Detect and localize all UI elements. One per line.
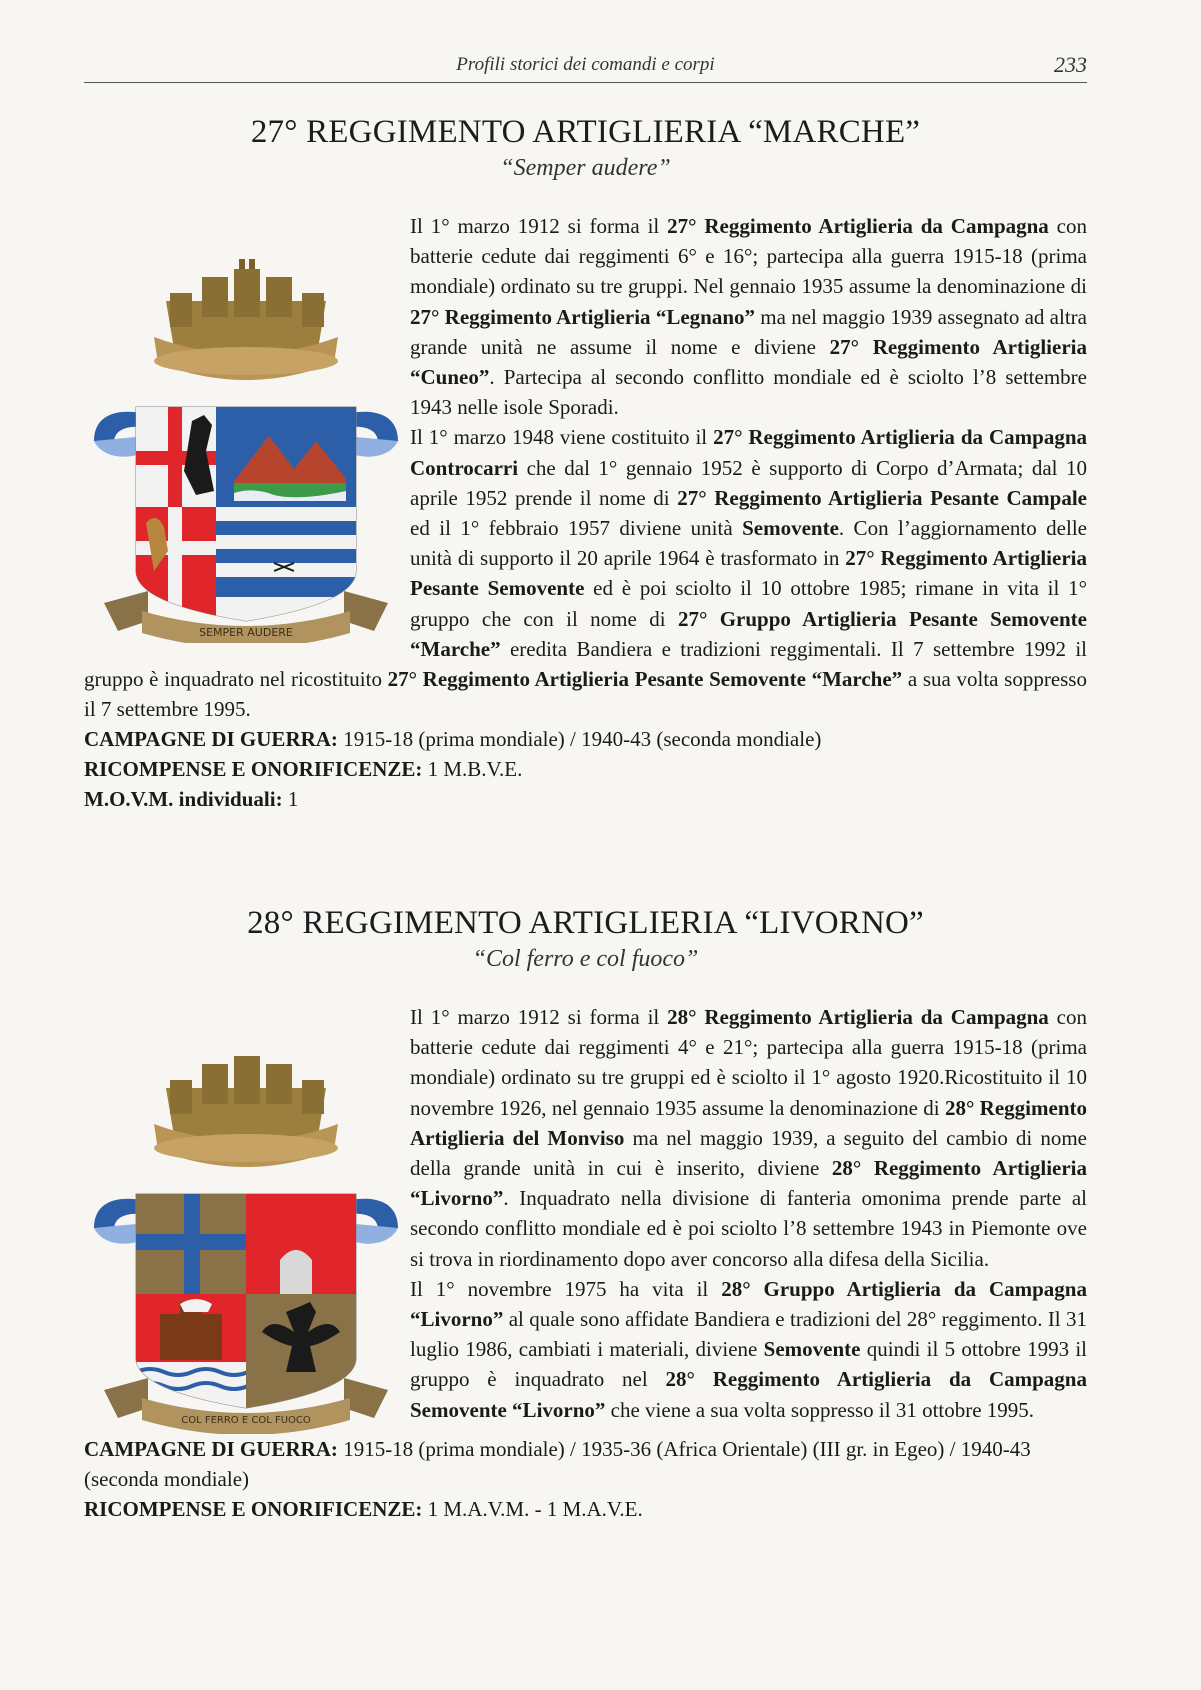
section-title: 28° REGGIMENTO ARTIGLIERIA “LIVORNO”: [247, 905, 924, 941]
bold-run: 27° Reggimento Artiglieria Pesante Campale: [677, 485, 1087, 510]
section-motto: “Semper audere”: [500, 155, 671, 181]
bold-run: 27° Reggimento Artiglieria “Cuneo”: [410, 334, 1087, 390]
text-run: . Con l’aggiornamento delle unità di supporto il 20 aprile 1964 è trasformato in: [410, 516, 1087, 571]
running-title: Profili storici dei comandi e corpi: [456, 54, 715, 75]
text-run: Il 1° novembre 1975 ha vita il: [410, 1276, 722, 1301]
bold-run: Semovente: [763, 1337, 861, 1362]
bold-run: 27° Reggimento Artiglieria Pesante Semovente: [410, 546, 1087, 601]
crest-marche-icon: [84, 211, 408, 643]
bold-run: 27° Reggimento Artiglieria da Campagna: [667, 214, 1049, 238]
crest-livorno-icon: [84, 1002, 408, 1434]
text-run: eredita Bandiera e tradizioni reggimentali. Il 7 settembre 1992 il gruppo è inquadrato nel ricostituito: [84, 636, 1087, 692]
meta-movm: M.O.V.M. individuali: 1: [84, 787, 299, 812]
section-title: 27° REGGIMENTO ARTIGLIERIA “MARCHE”: [250, 114, 921, 150]
bold-run: 28° Reggimento Artiglieria da Campagna Semovente “Livorno”: [410, 1367, 1087, 1422]
text-run: ma nel maggio 1939, a seguito del cambio di nome della grande unità in cui è inserito, diviene: [410, 1125, 1087, 1181]
section-body: [84, 211, 1087, 724]
text-run: al quale sono affidate Bandiera e tradizioni del 28° reggimento. Il 31 luglio 1986, cambiati i materiali, diviene: [410, 1307, 1087, 1362]
meta-awards: RICOMPENSE E ONORIFICENZE: 1 M.A.V.M. - 1 M.A.V.E.: [84, 1497, 643, 1521]
text-run: con batterie cedute dai reggimenti 4° e 21°; partecipa alla guerra 1915-18 (prima mondiale) ordinato su tre gruppi ed è sciolto il 1° agosto 1920.Ricostituito il 10 novembre 1926, nel gennaio 1935 assume la denominazione di: [410, 1005, 1088, 1120]
svg-text:COL FERRO E COL FUOCO: COL FERRO E COL FUOCO: [181, 1415, 311, 1426]
svg-text:SEMPER AUDERE: SEMPER AUDERE: [199, 626, 293, 639]
bold-run: 28° Reggimento Artiglieria del Monviso: [410, 1095, 1087, 1150]
text-run: . Inquadrato nella divisione di fanteria omonima prende parte al secondo conflitto mondiale ed è poi sciolto l’8 settembre 1943 in Piemonte ove si trova in riordinamento dopo aver concorso alla difesa della Sicilia.: [410, 1186, 1087, 1271]
meta-campaigns: CAMPAGNE DI GUERRA: 1915-18 (prima mondiale) / 1940-43 (seconda mondiale): [84, 727, 822, 752]
text-run: Il 1° marzo 1912 si forma il: [410, 1005, 668, 1029]
text-run: che dal 1° gennaio 1952 è supporto di Corpo d’Armata; dal 10 aprile 1952 prende il nome di: [410, 455, 1087, 510]
text-run: con batterie cedute dai reggimenti 6° e 16°; partecipa alla guerra 1915-18 (prima mondiale) ordinato su tre gruppi. Nel gennaio 1935 assume la denominazione di: [410, 214, 1088, 299]
section-27-marche: [84, 112, 1087, 814]
bold-run: 27° Gruppo Artiglieria Pesante Semovente “Marche”: [410, 606, 1087, 661]
text-run: che viene a sua volta soppresso il 31 ottobre 1995.: [605, 1397, 1035, 1422]
page-number: 233: [1054, 52, 1087, 77]
section-motto: “Col ferro e col fuoco”: [472, 946, 699, 972]
text-run: ma nel maggio 1939 assegnato ad altra grande unità ne assume il nome e diviene: [410, 304, 1087, 359]
bold-run: 28° Reggimento Artiglieria “Livorno”: [410, 1156, 1088, 1211]
text-run: ed è poi sciolto il 10 ottobre 1985; rimane in vita il 1° gruppo che con il nome di: [410, 576, 1087, 631]
section-body: [84, 1002, 1087, 1425]
text-run: Il 1° marzo 1948 viene costituito il: [410, 425, 714, 450]
section-28-livorno: [84, 903, 1087, 1524]
text-run: ed il 1° febbraio 1957 diviene unità: [410, 516, 743, 541]
bold-run: 28° Gruppo Artiglieria da Campagna “Livorno”: [410, 1276, 1087, 1332]
coat-of-arms-livorno: [84, 1002, 408, 1434]
bold-run: Semovente: [742, 516, 839, 541]
section-meta: [84, 1434, 1087, 1524]
meta-awards: RICOMPENSE E ONORIFICENZE: 1 M.B.V.E.: [84, 757, 523, 782]
text-run: Il 1° marzo 1912 si forma il: [410, 214, 668, 238]
text-run: a sua volta soppresso il 7 settembre 1995.: [84, 667, 1087, 722]
text-run: . Partecipa al secondo conflitto mondiale ed è sciolto l’8 settembre 1943 nelle isole Sporadi.: [410, 365, 1087, 420]
bold-run: 27° Reggimento Artiglieria da Campagna Controcarri: [410, 425, 1088, 480]
bold-run: 28° Reggimento Artiglieria da Campagna: [667, 1005, 1049, 1029]
meta-campaigns: CAMPAGNE DI GUERRA: 1915-18 (prima mondiale) / 1935-36 (Africa Orientale) (III gr. in Egeo) / 1940-43 (seconda mondiale): [84, 1437, 1031, 1491]
bold-run: 27° Reggimento Artiglieria Pesante Semovente “Marche”: [387, 667, 903, 692]
text-run: quindi il 5 ottobre 1993 il gruppo è inquadrato nel: [410, 1337, 1087, 1392]
coat-of-arms-marche: [84, 211, 408, 643]
running-header: [84, 52, 1087, 83]
mural-crown: [154, 259, 338, 380]
mural-crown: [154, 1056, 338, 1167]
bold-run: 27° Reggimento Artiglieria “Legnano”: [410, 304, 756, 329]
section-meta: [84, 724, 1087, 814]
